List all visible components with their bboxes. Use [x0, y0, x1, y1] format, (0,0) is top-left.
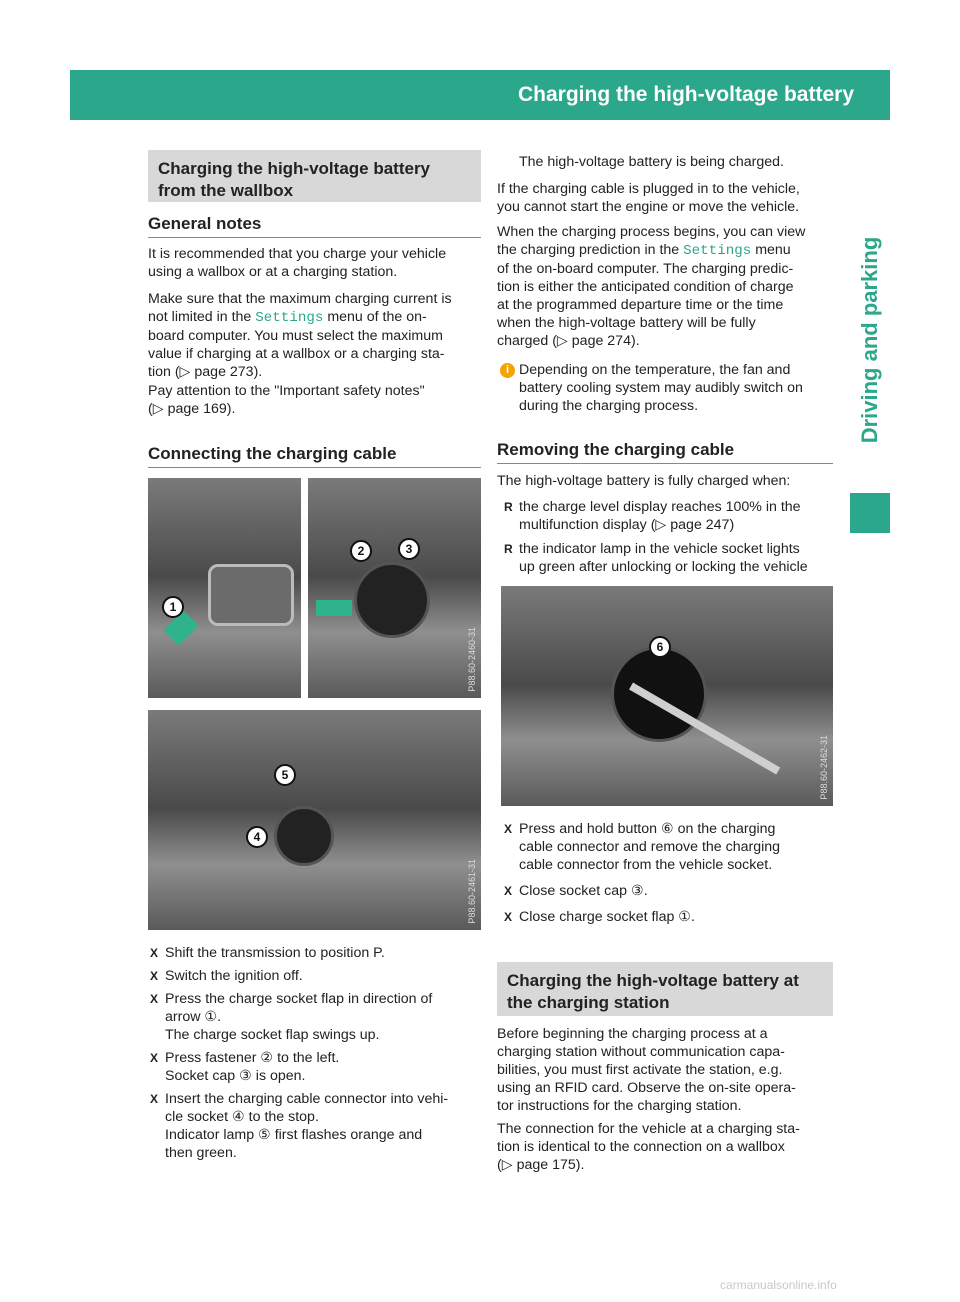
step-item — [519, 882, 833, 900]
settings-menu-ref: Settings — [255, 310, 324, 326]
text-line: tor instructions for the charging station. — [497, 1098, 742, 1114]
step-item — [519, 908, 833, 926]
heading-rule — [497, 463, 833, 464]
step-text: X Press the charge socket flap in direction of — [165, 991, 433, 1007]
photo-cable-inserted — [148, 710, 481, 930]
section-title-box — [497, 962, 833, 1016]
step-text: X Insert the charging cable connector into vehi- — [165, 1091, 449, 1107]
text-run: menu of the on- — [323, 309, 427, 325]
step-result: The charge socket flap swings up. — [165, 1027, 380, 1043]
image-code: P88.60-2462-31 — [819, 735, 829, 800]
list-text: R the charge level display reaches 100% in the — [519, 499, 801, 515]
section-title-line-1: Charging the high-voltage battery at — [507, 971, 799, 990]
vehicle-socket — [611, 646, 707, 742]
photo-remove-cable — [501, 586, 833, 806]
removing-intro: The high-voltage battery is fully charged when: — [497, 473, 791, 489]
vehicle-socket — [354, 562, 430, 638]
watermark: carmanualsonline.info — [720, 1278, 837, 1292]
callout-2: 2 — [350, 540, 372, 562]
image-code: P88.60-2461-31 — [467, 859, 477, 924]
step-result: Socket cap ③ is open. — [165, 1068, 306, 1084]
text-line: The connection for the vehicle at a charging sta- — [497, 1121, 800, 1137]
text-line: Pay attention to the "Important safety notes" — [148, 383, 425, 399]
text-line: tion is identical to the connection on a wallbox — [497, 1139, 785, 1155]
paragraph — [148, 290, 481, 381]
text-line — [148, 308, 481, 327]
removing-heading: Removing the charging cable — [497, 440, 735, 459]
text-line: When the charging process begins, you can view — [497, 224, 806, 240]
text-line: charging station without communication capa- — [497, 1044, 785, 1060]
instruction-steps — [165, 944, 481, 1162]
heading-rule — [148, 237, 481, 238]
step-result: Indicator lamp ⑤ first flashes orange and — [165, 1127, 423, 1143]
list-text: multifunction display (▷ page 247) — [519, 517, 735, 533]
step-text: cable connector and remove the charging — [519, 839, 781, 855]
status-text: The high-voltage battery is being charged. — [519, 154, 784, 170]
page-ref-line: tion (▷ page 273). — [148, 364, 263, 380]
text-line — [497, 241, 833, 260]
callout-6: 6 — [649, 636, 671, 658]
text-line: of the on-board computer. The charging predic- — [497, 261, 794, 277]
header-title: Charging the high-voltage battery — [517, 83, 855, 106]
step-text: arrow ①. — [165, 1009, 222, 1025]
text-line: It is recommended that you charge your vehicle — [148, 246, 447, 262]
page-header — [70, 70, 949, 120]
chapter-marker — [850, 493, 890, 533]
text-line: bilities, you must first activate the station, e.g. — [497, 1062, 783, 1078]
instruction-steps — [519, 820, 833, 926]
connecting-heading: Connecting the charging cable — [148, 444, 397, 463]
text-line: battery cooling system may audibly switch on — [519, 380, 803, 396]
paragraph — [497, 1025, 833, 1115]
step-text: Switch the ignition off. — [165, 968, 303, 984]
list-item — [519, 540, 833, 576]
text-line: using a wallbox or at a charging station. — [148, 264, 398, 280]
step-text: X Press fastener ② to the left. — [165, 1050, 340, 1066]
step-text: Shift the transmission to position P. — [165, 945, 385, 961]
paragraph — [497, 223, 833, 350]
settings-menu-ref: Settings — [683, 243, 752, 259]
paragraph — [148, 382, 481, 418]
step-text: cle socket ④ to the stop. — [165, 1109, 319, 1125]
step-text: cable connector from the vehicle socket. — [519, 857, 773, 873]
text-run: menu — [751, 242, 791, 258]
charge-socket-flap — [208, 564, 294, 626]
chapter-side-tab — [850, 200, 890, 480]
step-item — [165, 944, 481, 962]
section-title-line-2: the charging station — [507, 993, 670, 1012]
page-number: 175 — [913, 83, 949, 106]
section-title-line-1: Charging the high-voltage battery — [158, 159, 431, 178]
vehicle-socket — [274, 806, 334, 866]
text-line: If the charging cable is plugged in to the vehicle, — [497, 181, 800, 197]
paragraph — [148, 245, 481, 281]
callout-5: 5 — [274, 764, 296, 786]
image-code: P88.60-2460-31 — [467, 627, 477, 692]
info-icon: i — [500, 363, 515, 378]
text-line: during the charging process. — [519, 398, 699, 414]
section-title-line-2: from the wallbox — [158, 181, 294, 200]
arrow-icon — [316, 600, 352, 616]
text-line: Before beginning the charging process at a — [497, 1026, 768, 1042]
text-line: using an RFID card. Observe the on-site opera- — [497, 1080, 796, 1096]
step-text: Close charge socket flap ①. — [519, 909, 695, 925]
text-line: you cannot start the engine or move the vehicle. — [497, 199, 800, 215]
step-item — [165, 990, 481, 1044]
condition-list — [519, 498, 833, 576]
step-text: Close socket cap ③. — [519, 883, 648, 899]
step-item — [519, 820, 833, 874]
step-text: X Press and hold button ⑥ on the charging — [519, 821, 776, 837]
step-result: then green. — [165, 1145, 237, 1161]
text-line: value if charging at a wallbox or a charging sta- — [148, 346, 445, 362]
callout-1: 1 — [162, 596, 184, 618]
text-line: board computer. You must select the maximum — [148, 328, 443, 344]
text-line: Make sure that the maximum charging current is — [148, 291, 452, 307]
step-item — [165, 1090, 481, 1162]
text-run: not limited in the — [148, 309, 256, 325]
list-text: up green after unlocking or locking the vehicle — [519, 559, 808, 575]
page-ref-line: (▷ page 175). — [497, 1157, 585, 1173]
text-line: Depending on the temperature, the fan and — [519, 362, 791, 378]
page-ref-line: (▷ page 169). — [148, 401, 236, 417]
chapter-label: Driving and parking — [857, 236, 882, 444]
callout-3: 3 — [398, 538, 420, 560]
paragraph — [497, 180, 833, 216]
step-item — [165, 1049, 481, 1085]
list-text: R the indicator lamp in the vehicle socket lights — [519, 541, 800, 557]
photo-socket-open — [308, 478, 481, 698]
section-title-box — [148, 150, 481, 202]
callout-4: 4 — [246, 826, 268, 848]
heading-rule — [148, 467, 481, 468]
info-note — [519, 361, 833, 415]
text-line: at the programmed departure time or the time — [497, 297, 784, 313]
text-run: the charging prediction in the — [497, 242, 684, 258]
general-notes-heading: General notes — [148, 214, 262, 233]
step-item — [165, 967, 481, 985]
paragraph — [497, 1120, 833, 1174]
list-item — [519, 498, 833, 534]
text-line: when the high-voltage battery will be fully — [497, 315, 756, 331]
photo-charge-flap-closed — [148, 478, 301, 698]
text-line: tion is either the anticipated condition of charge — [497, 279, 794, 295]
page-ref-line: charged (▷ page 274). — [497, 333, 640, 349]
